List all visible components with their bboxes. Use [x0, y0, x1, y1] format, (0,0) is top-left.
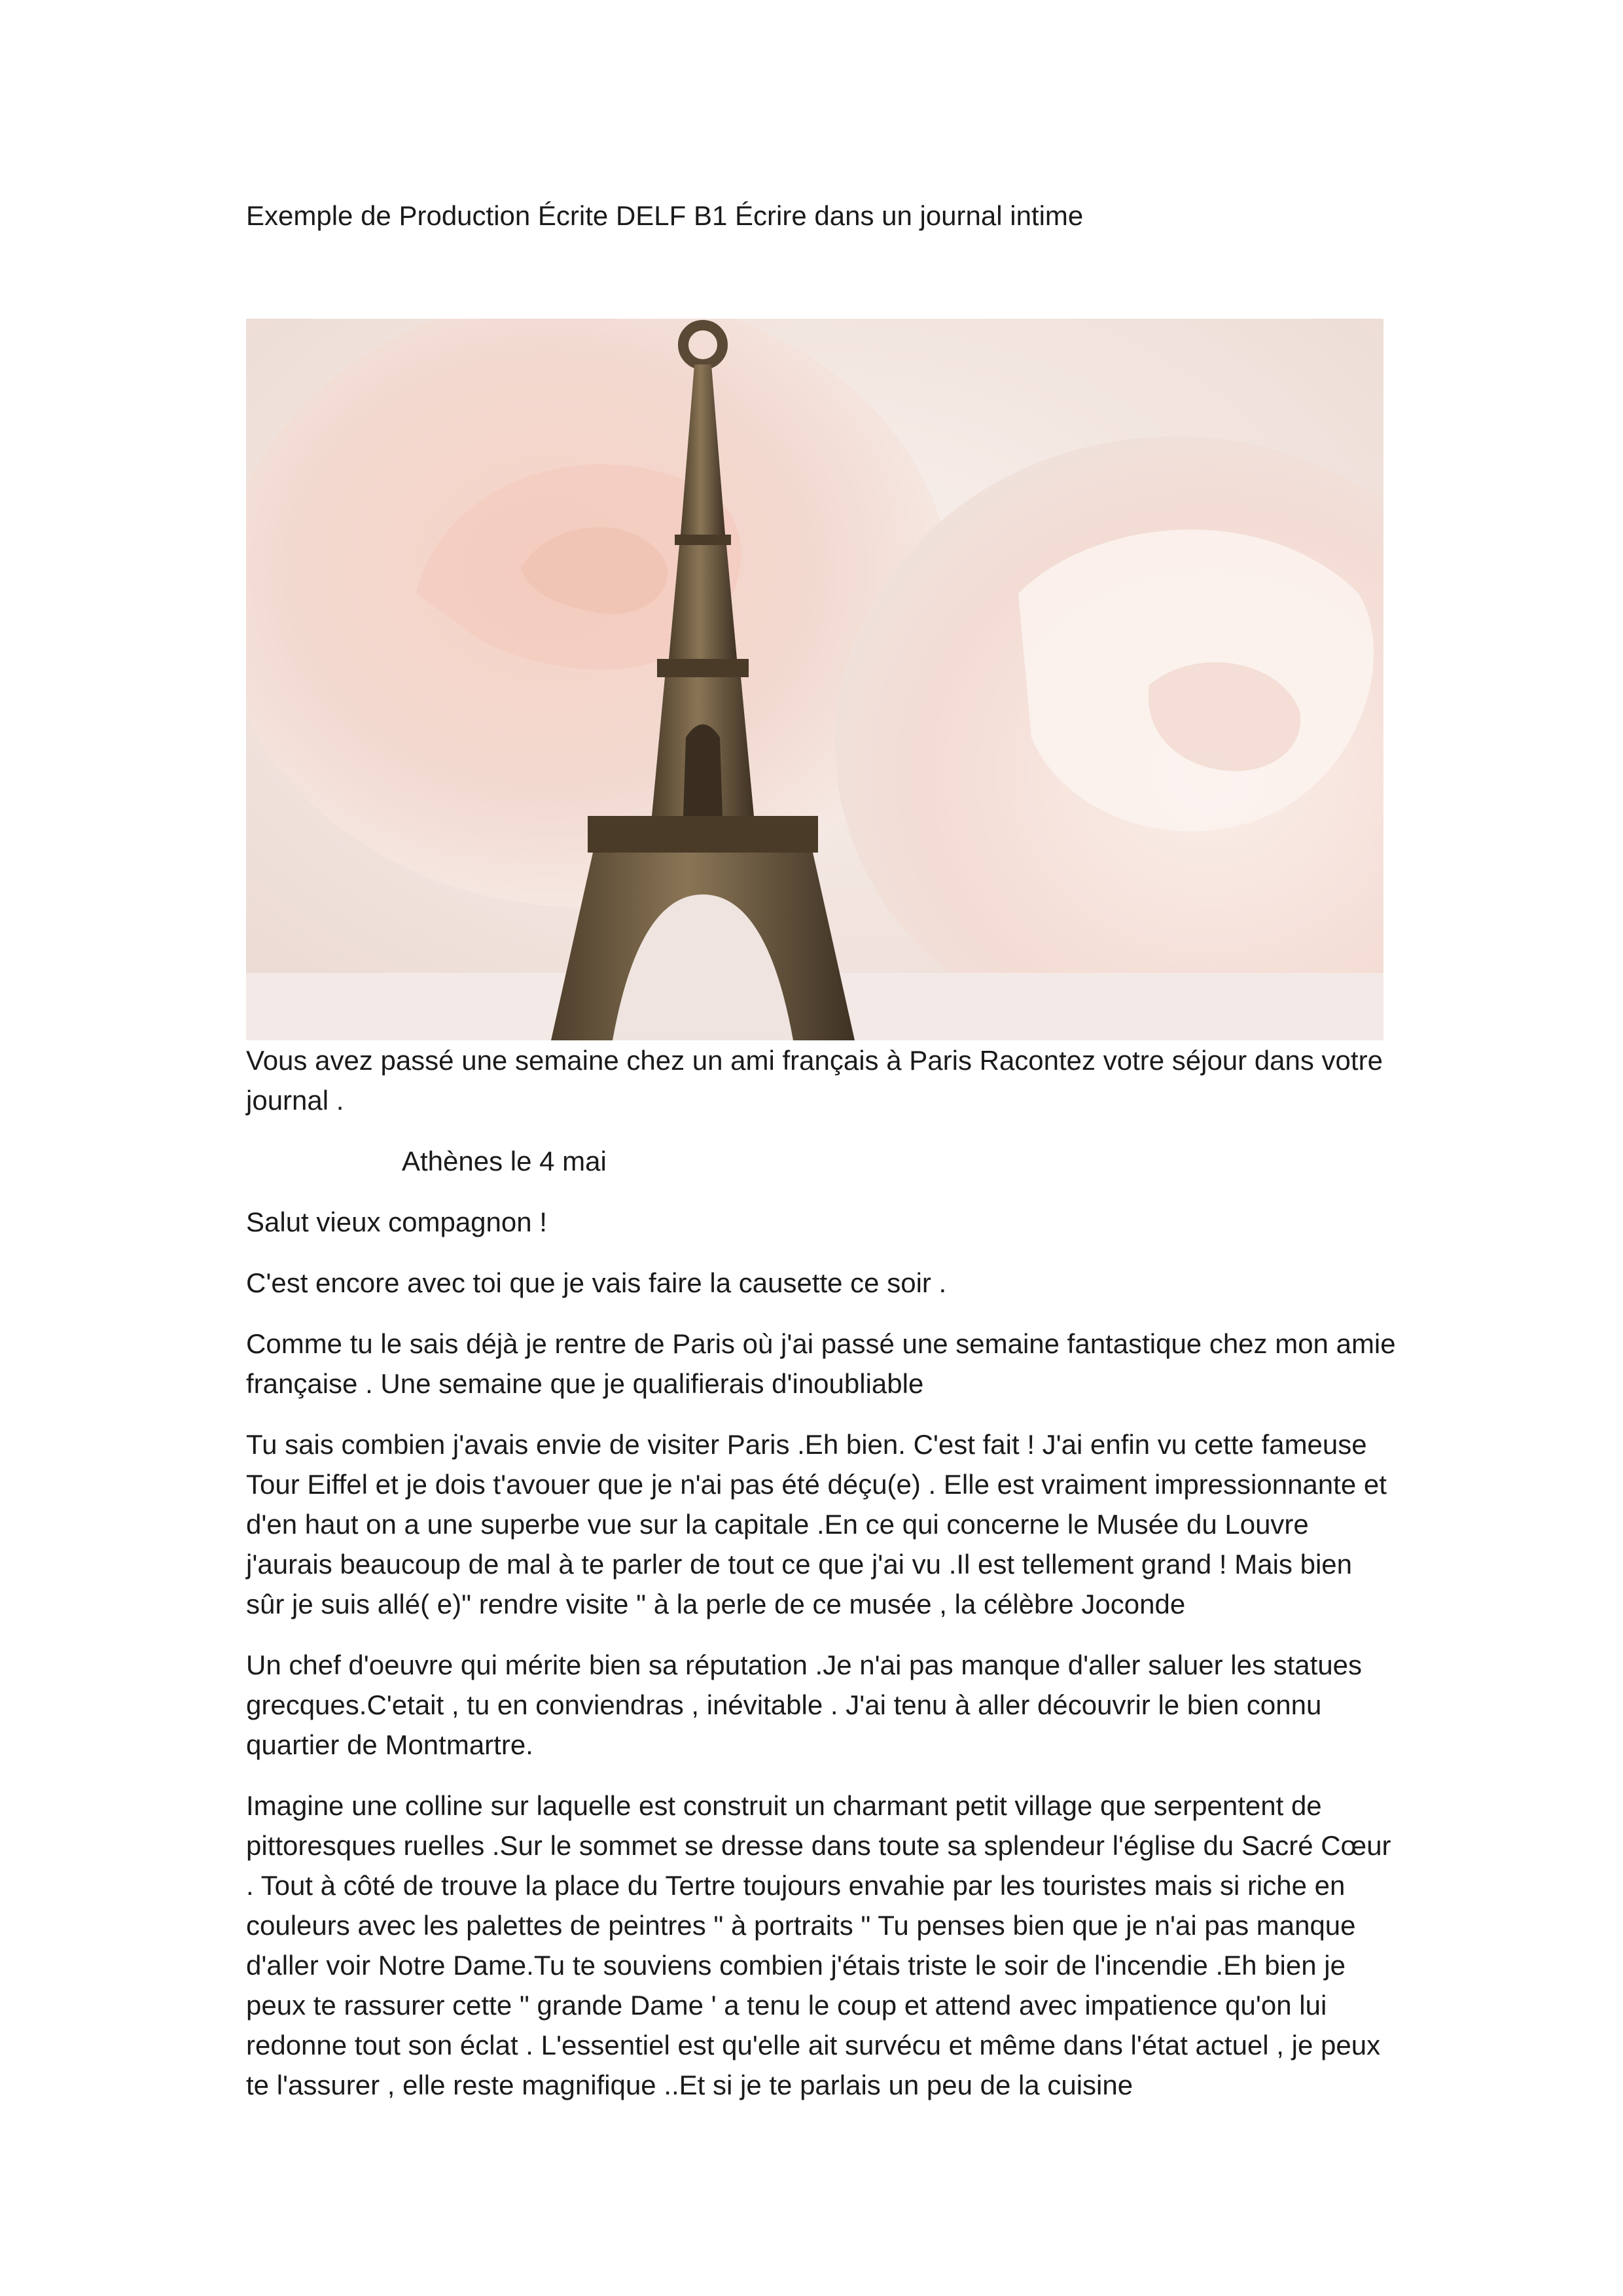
- writing-prompt: Vous avez passé une semaine chez un ami français à Paris Racontez votre séjour dans votre journal .: [246, 1045, 1383, 1116]
- journal-paragraph: Un chef d'oeuvre qui mérite bien sa réputation .Je n'ai pas manque d'aller saluer les statues grecques.C'etait , tu en conviendras , inévitable . J'ai tenu à aller découvrir le bien connu quartier de Montmartre.: [246, 1650, 1363, 1760]
- eiffel-tower-photo: [246, 319, 1383, 1040]
- eiffel-tower-illustration: [246, 319, 1383, 1040]
- journal-date: Athènes le 4 mai: [402, 1146, 607, 1176]
- journal-greeting: Salut vieux compagnon !: [246, 1207, 547, 1237]
- journal-paragraph: Tu sais combien j'avais envie de visiter Paris .Eh bien. C'est fait ! J'ai enfin vu cette fameuse Tour Eiffel et je dois t'avouer que je n'ai pas été déçu(e) . Elle est vraiment impressionnante et d'en haut on a une superbe vue sur la capitale .En ce qui concerne le Musée du Louvre j'aurais beaucoup de mal à te parler de tout ce que j'ai vu .Il est tellement grand ! Mais bien sûr je suis allé( e)" rendre visite " à la perle de ce musée , la célèbre Joconde: [246, 1429, 1387, 1619]
- journal-paragraph: C'est encore avec toi que je vais faire la causette ce soir .: [246, 1267, 947, 1298]
- journal-paragraph: Comme tu le sais déjà je rentre de Paris où j'ai passé une semaine fantastique chez mon amie française . Une semaine que je qualifierais d'inoubliable: [246, 1328, 1396, 1399]
- journal-body: [246, 1040, 1398, 2126]
- journal-paragraph: Imagine une colline sur laquelle est construit un charmant petit village que serpentent de pittoresques ruelles .Sur le sommet se dresse dans toute sa splendeur l'église du Sacré Cœur . Tout à côté de trouve la place du Tertre toujours envahie par les touristes mais si riche en couleurs avec les palettes de peintres " à portraits " Tu penses bien que je n'ai pas manque d'aller voir Notre Dame.Tu te souviens combien j'étais triste le soir de l'incendie .Eh bien je peux te rassurer cette " grande Dame ' a tenu le coup et attend avec impatience qu'on lui redonne tout son éclat . L'essentiel est qu'elle ait survécu et même dans l'état actuel , je peux te l'assurer , elle reste magnifique ..Et si je te parlais un peu de la cuisine: [246, 1790, 1391, 2100]
- document-title: Exemple de Production Écrite DELF B1 Écrire dans un journal intime: [246, 200, 1084, 231]
